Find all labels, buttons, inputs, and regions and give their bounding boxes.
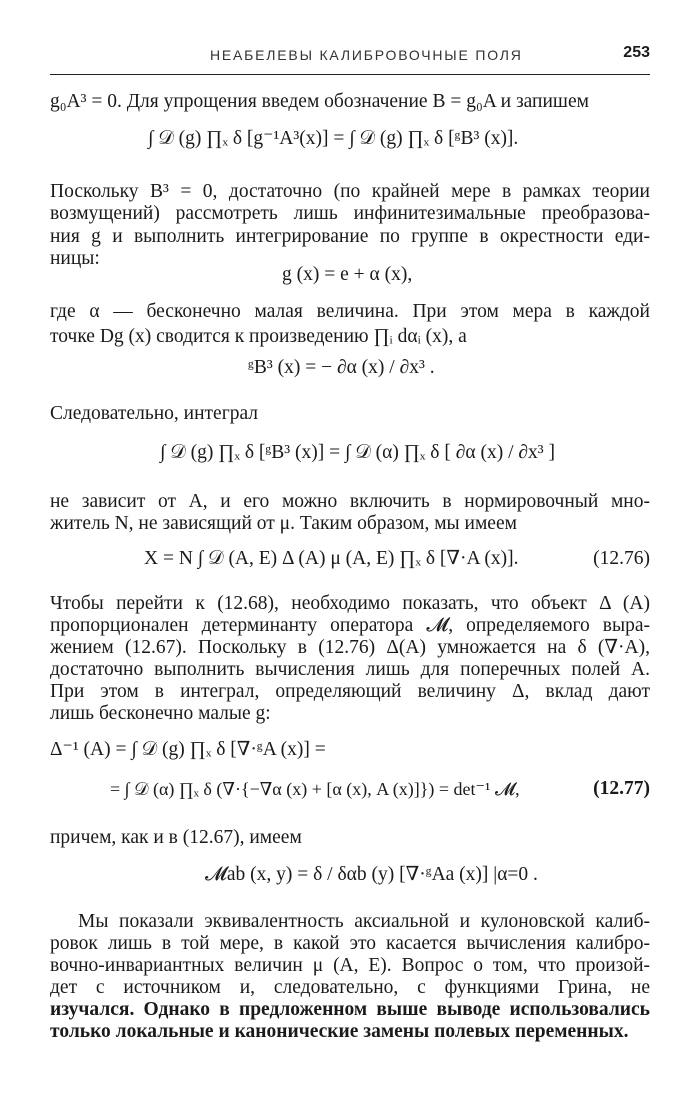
equation: ∫ 𝒟 (g) ∏ₓ δ [ᵍB³ (x)] = ∫ 𝒟 (α) ∏ₓ δ [ ∂α (x) / ∂x³ ] xyxy=(160,442,555,463)
paragraph-line: При этом в интеграл, определяющий величину Δ, вклад дают xyxy=(50,681,650,702)
equation: ᵍB³ (x) = − ∂α (x) / ∂x³ . xyxy=(248,357,435,378)
paragraph-line: ния g и выполнить интегрирование по группе в окрестности еди- xyxy=(50,226,650,247)
paragraph-line: жением (12.67). Поскольку в (12.76) Δ(A) умножается на δ (∇·A), xyxy=(50,637,650,658)
paragraph-line: пропорционален детерминанту оператора 𝓜, определяемого выра- xyxy=(50,615,650,636)
header-rule xyxy=(50,74,650,75)
paragraph-line: причем, как и в (12.67), имеем xyxy=(50,827,302,848)
paragraph-line: точке Dg (x) сводится к произведению ∏ᵢ dαᵢ (x), а xyxy=(50,326,467,347)
paragraph-line: достаточно выполнить вычисления лишь для поперечных полей A. xyxy=(50,659,650,680)
running-title: НЕАБЕЛЕВЫ КАЛИБРОВОЧНЫЕ ПОЛЯ xyxy=(210,47,523,63)
paragraph-line: вочно-инвариантных величин μ (A, E). Вопрос о том, что произой- xyxy=(50,955,650,976)
page-header xyxy=(50,44,650,68)
paragraph-line: возмущений) рассмотреть лишь инфинитезимальные преобразова- xyxy=(50,203,650,224)
equation-number: (12.77) xyxy=(593,778,650,799)
paragraph-line: дет с источником и, следовательно, с функциями Грина, не xyxy=(50,977,650,998)
paragraph-line: не зависит от A, и его можно включить в нормировочный мно- xyxy=(50,491,650,512)
equation: = ∫ 𝒟 (α) ∏ₓ δ (∇·{−∇α (x) + [α (x), A (x)]}) = det⁻¹ 𝓜, xyxy=(110,779,520,799)
paragraph-line: ровок лишь в той мере, в какой это касается вычисления калибро- xyxy=(50,933,650,954)
paragraph-line: только локальные и канонические замены полевых переменных. xyxy=(50,1021,629,1042)
paragraph-line: Чтобы перейти к (12.68), необходимо показать, что объект Δ (A) xyxy=(50,593,650,614)
paragraph-line: g₀A³ = 0. Для упрощения введем обозначение B = g₀A и запишем xyxy=(50,91,589,112)
equation-number: (12.76) xyxy=(593,548,650,569)
paragraph-line: Мы показали эквивалентность аксиальной и кулоновской калиб- xyxy=(78,911,650,932)
page-number: 253 xyxy=(623,44,650,61)
equation: X = N ∫ 𝒟 (A, E) Δ (A) μ (A, E) ∏ₓ δ [∇·A (x)]. xyxy=(144,548,519,569)
paragraph-line: где α — бесконечно малая величина. При этом мера в каждой xyxy=(50,301,650,322)
paragraph-line: Поскольку B³ = 0, достаточно (по крайней мере в рамках теории xyxy=(50,181,650,202)
equation: Δ⁻¹ (A) = ∫ 𝒟 (g) ∏ₓ δ [∇·ᵍA (x)] = xyxy=(50,739,326,760)
paragraph-line: Следовательно, интеграл xyxy=(50,403,258,424)
paragraph-line: изучался. Однако в предложенном выше выводе использовались xyxy=(50,999,650,1020)
equation: ∫ 𝒟 (g) ∏ₓ δ [g⁻¹A³(x)] = ∫ 𝒟 (g) ∏ₓ δ [ᵍB³ (x)]. xyxy=(148,128,519,149)
paragraph-line: житель N, не зависящий от μ. Таким образом, мы имеем xyxy=(50,513,517,534)
paragraph-line: ницы: xyxy=(50,248,100,269)
equation: 𝓜ab (x, y) = δ / δαb (y) [∇·ᵍAa (x)] |α=0 . xyxy=(205,864,538,885)
equation: g (x) = e + α (x), xyxy=(282,264,413,285)
paragraph-line: лишь бесконечно малые g: xyxy=(50,703,271,724)
